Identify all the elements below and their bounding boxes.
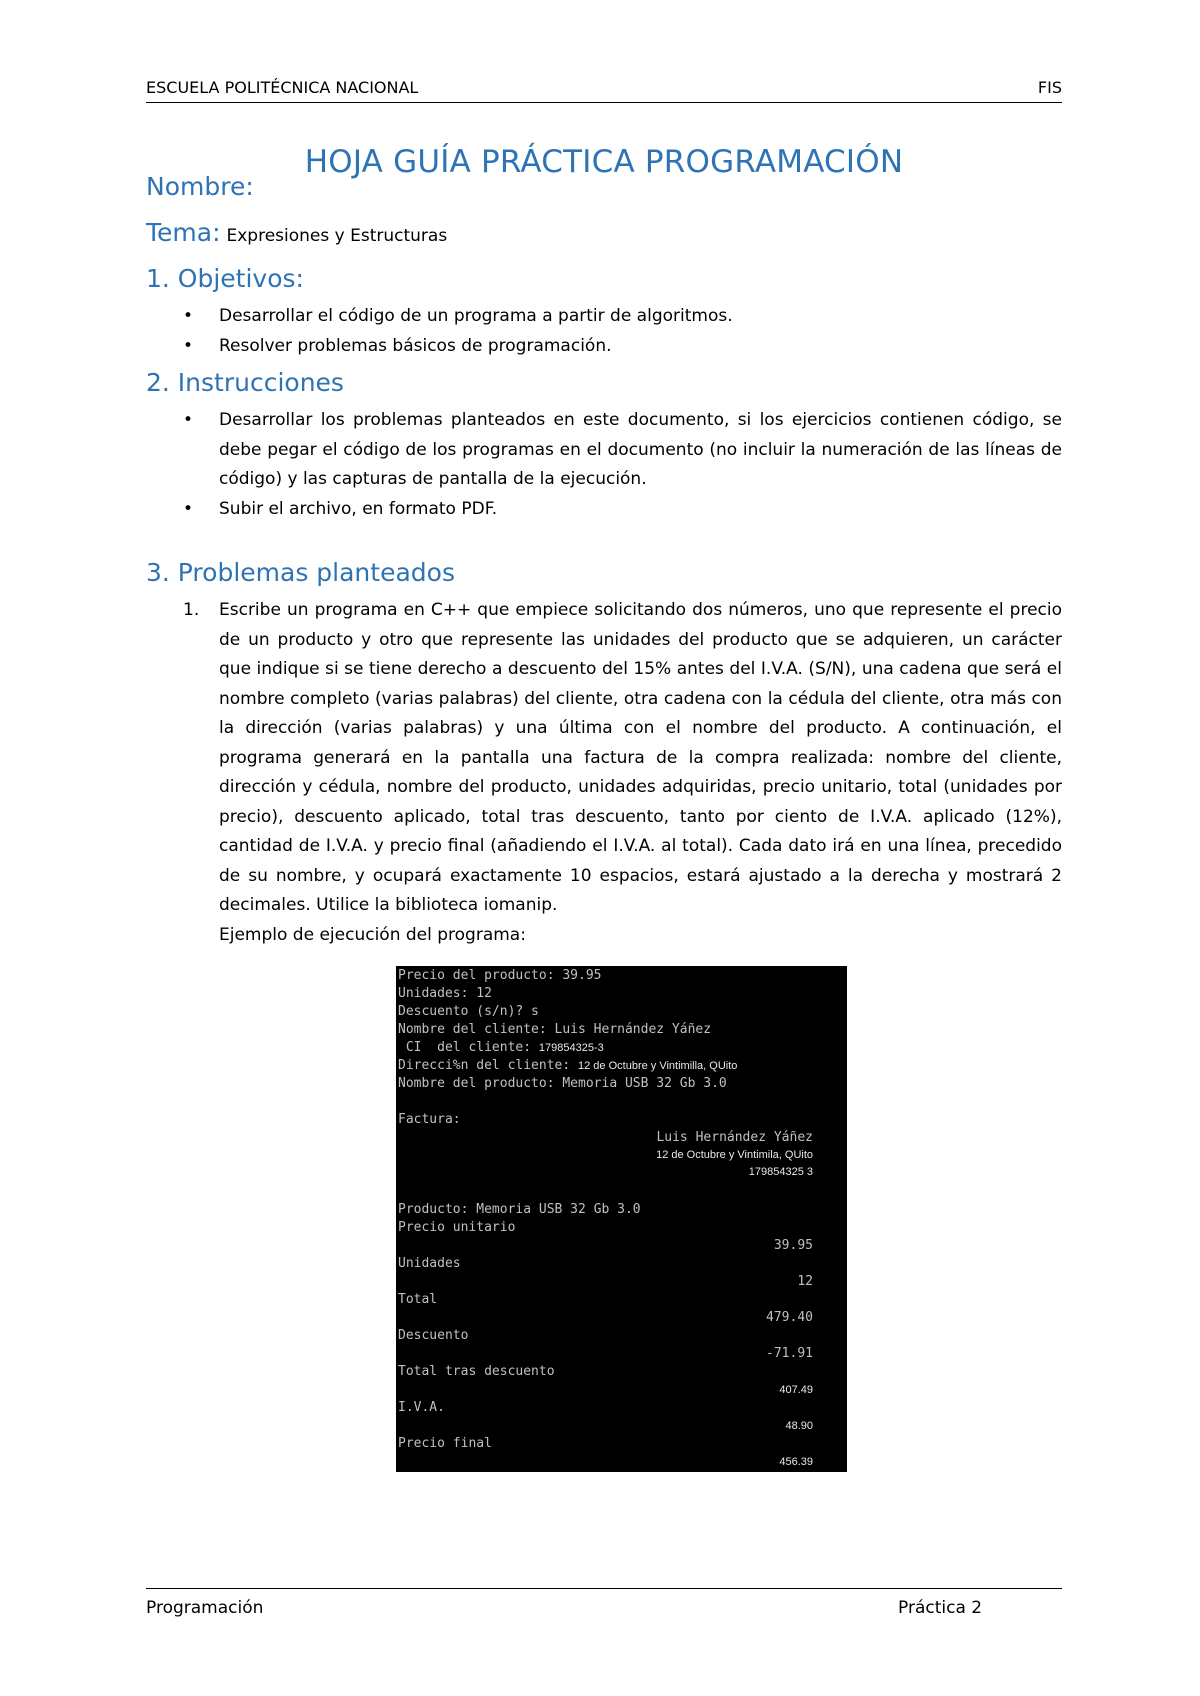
- console-dir-value: 12 de Octubre y Vintimilla, QUito: [578, 1060, 738, 1072]
- console-line: Producto: Memoria USB 32 Gb 3.0: [398, 1202, 641, 1217]
- console-row-value: 12: [797, 1274, 813, 1289]
- console-row-label: Total: [398, 1292, 438, 1307]
- instrucciones-list: [146, 406, 1062, 524]
- console-line: Factura:: [398, 1112, 461, 1127]
- problem-text: Escribe un programa en C++ que empiece solicitando dos números, uno que represente el precio de un producto y otro que represente las unidades del producto que se adquieren, un carácter que indique si se tiene derecho a descuento del 15% antes del I.V.A. (S/N), una cadena que será el nombre completo (varias palabras) del cliente, otra cadena con la cédula del cliente, otra más con la dirección (varias palabras) y una última con el nombre del producto. A continuación, el programa generará en la pantalla una factura de la compra realizada: nombre del cliente, dirección y cédula, nombre del producto, unidades adquiridas, precio unitario, total (unidades por precio), descuento aplicado, total tras descuento, tanto por ciento de I.V.A. aplicado (12%), cantidad de I.V.A. y precio final (añadiendo el I.V.A. al total). Cada dato irá en una línea, precedido de su nombre, y ocupará exactamente 10 espacios, estará ajustado a la derecha y mostrará 2 decimales. Utilice la biblioteca iomanip.: [219, 600, 1062, 915]
- console-row-value: 407.49: [779, 1384, 813, 1396]
- console-ci-label: CI del cliente:: [398, 1040, 539, 1055]
- console-screenshot: [396, 966, 847, 1472]
- console-row-value: 479.40: [766, 1310, 813, 1325]
- console-row-label: Precio unitario: [398, 1220, 516, 1235]
- footer-rule: [146, 1588, 1062, 1590]
- console-factura-name: Luis Hernández Yáñez: [656, 1130, 813, 1145]
- console-row-label: Descuento: [398, 1328, 469, 1343]
- problem-number: 1.: [183, 600, 200, 620]
- list-item: • Subir el archivo, en formato PDF.: [146, 495, 1062, 525]
- console-factura-dir: 12 de Octubre y Vintimila, QUito: [656, 1149, 813, 1161]
- tema-label: Tema:: [146, 218, 221, 247]
- console-row-label: Precio final: [398, 1436, 492, 1451]
- section-heading-instrucciones: 2. Instrucciones: [146, 368, 344, 397]
- console-row-label: Total tras descuento: [398, 1364, 555, 1379]
- console-line: [398, 1058, 737, 1073]
- section-heading-objetivos: 1. Objetivos:: [146, 264, 304, 293]
- document-title: HOJA GUÍA PRÁCTICA PROGRAMACIÓN: [304, 144, 904, 180]
- page-header: [146, 76, 1062, 103]
- list-item: • Desarrollar el código de un programa a partir de algoritmos.: [146, 302, 1062, 332]
- console-row-value: 48.90: [785, 1420, 813, 1432]
- nombre-label: Nombre:: [146, 172, 254, 201]
- header-faculty: FIS: [1037, 78, 1062, 97]
- console-line: Nombre del producto: Memoria USB 32 Gb 3.0: [398, 1076, 727, 1091]
- list-item: • Resolver problemas básicos de programación.: [146, 332, 1062, 362]
- console-row-label: Unidades: [398, 1256, 461, 1271]
- problem-item: [146, 596, 1062, 950]
- tema-field: [146, 218, 447, 247]
- console-row-value: -71.91: [766, 1346, 813, 1361]
- nombre-field: [146, 172, 254, 201]
- objetivos-list: [146, 302, 1062, 361]
- tema-value: Expresiones y Estructuras: [226, 226, 448, 246]
- console-line: Nombre del cliente: Luis Hernández Yáñez: [398, 1022, 712, 1037]
- header-institution: ESCUELA POLITÉCNICA NACIONAL: [146, 78, 419, 97]
- list-item: • Desarrollar los problemas planteados en este documento, si los ejercicios contienen código, se debe pegar el código de los programas en el documento (no incluir la numeración de las líneas de código) y las capturas de pantalla de la ejecución.: [146, 406, 1062, 495]
- console-line: [398, 1040, 604, 1055]
- section-heading-problemas: 3. Problemas planteados: [146, 558, 455, 587]
- console-row-value: 39.95: [773, 1238, 813, 1253]
- console-line: Unidades: 12: [398, 986, 492, 1001]
- console-row-label: I.V.A.: [398, 1400, 445, 1415]
- footer-course: Programación: [146, 1598, 264, 1618]
- console-factura-ci: 179854325 3: [748, 1166, 813, 1178]
- console-dir-label: Direcci%n del cliente:: [398, 1058, 579, 1073]
- footer-practice: Práctica 2: [898, 1598, 983, 1618]
- example-label: Ejemplo de ejecución del programa:: [219, 924, 526, 945]
- console-line: Precio del producto: 39.95: [398, 968, 602, 983]
- console-row-value: 456.39: [779, 1456, 813, 1468]
- console-line: Descuento (s/n)? s: [398, 1004, 539, 1019]
- console-ci-value: 179854325-3: [538, 1042, 604, 1054]
